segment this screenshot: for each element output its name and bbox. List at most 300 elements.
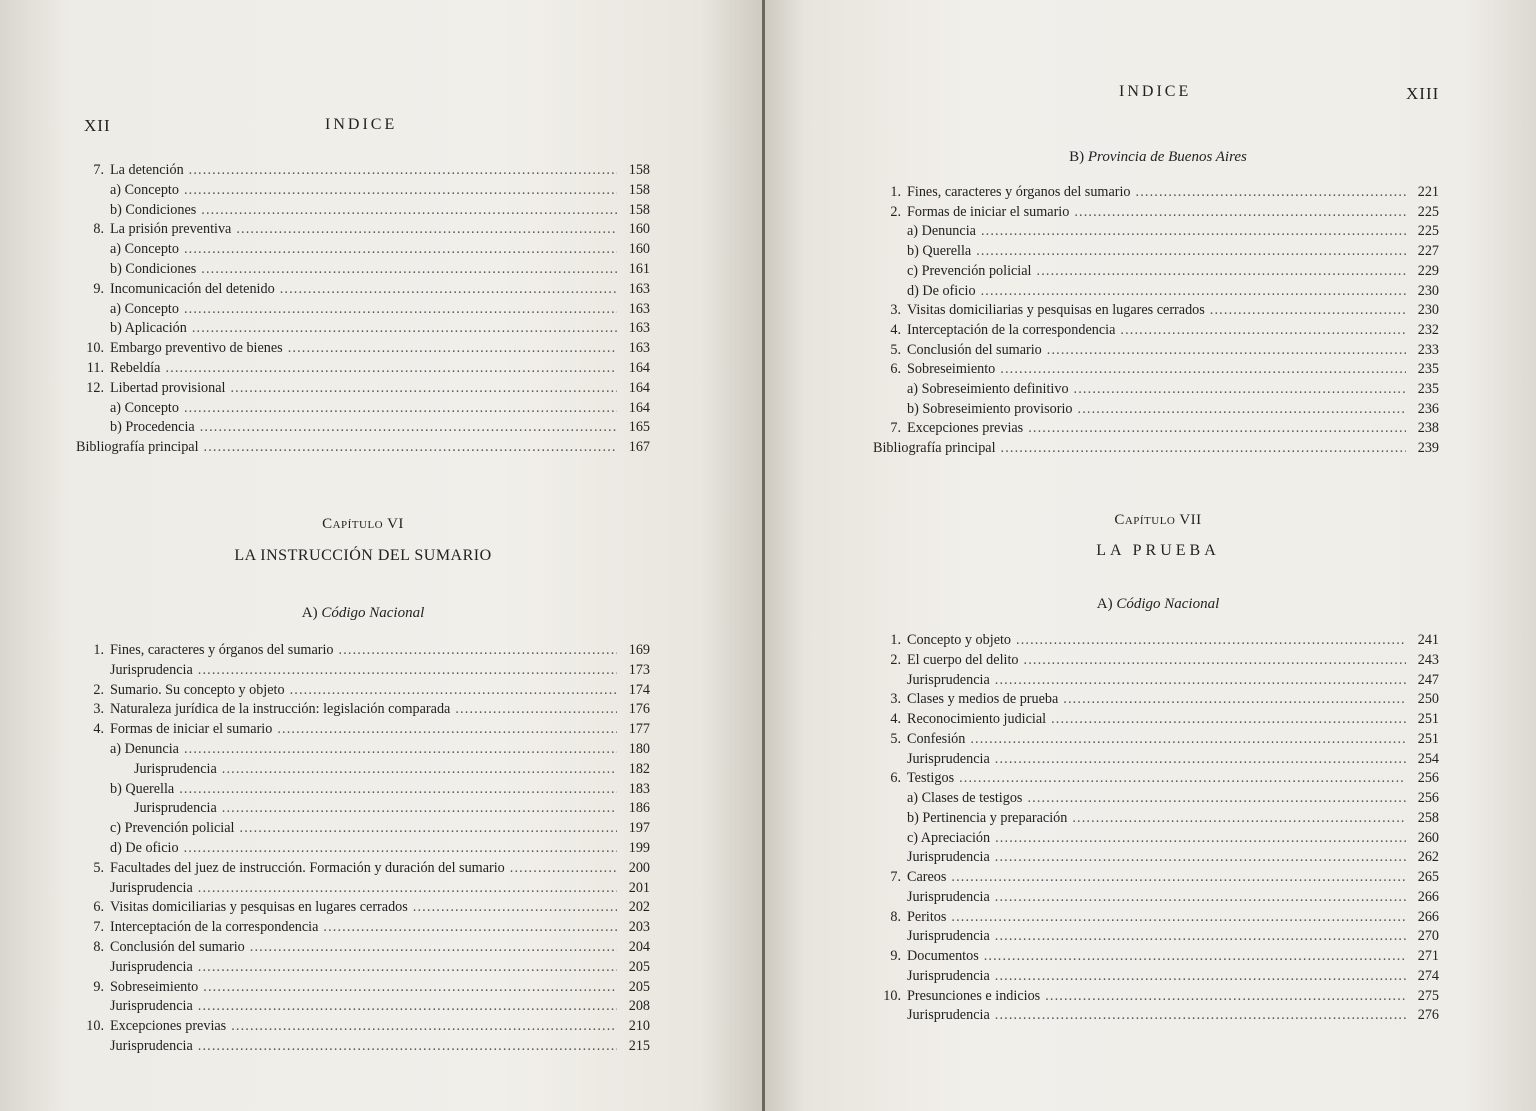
leader-dots: [981, 283, 1406, 300]
leader-dots: [1074, 204, 1406, 221]
toc-entry: [873, 361, 1439, 381]
toc-entry: [76, 221, 650, 241]
toc-entry: [76, 642, 650, 662]
toc-entry-page: 230: [1417, 302, 1439, 319]
toc-entry-page: 163: [628, 320, 650, 337]
toc-entry: [76, 998, 650, 1018]
toc-entry-page: 238: [1417, 420, 1439, 437]
toc-entry-label: Naturaleza jurídica de la instrucción: legislación comparada: [110, 701, 451, 718]
toc-entry-number: 7.: [93, 162, 104, 178]
leader-dots: [995, 928, 1406, 945]
chapter-label: Capítulo VII: [1114, 512, 1202, 528]
leader-dots: [203, 979, 617, 996]
toc-entry-page: 210: [628, 1018, 650, 1035]
toc-entry-number: 12.: [86, 379, 104, 396]
toc-entry: [873, 928, 1439, 948]
toc-entry: [873, 691, 1439, 711]
toc-entry-page: 275: [1417, 987, 1439, 1004]
toc-entry-label: Rebeldía: [110, 360, 161, 376]
leader-dots: [184, 400, 617, 417]
toc-entry-label: b) Sobreseimiento provisorio: [907, 400, 1073, 417]
leader-dots: [981, 223, 1406, 240]
toc-entry-page: 204: [628, 939, 650, 955]
toc-entry: [76, 261, 650, 281]
toc-entry: [873, 204, 1439, 224]
toc-entry-page: 247: [1417, 671, 1439, 688]
toc-entry-label: Clases y medios de prueba: [907, 691, 1059, 708]
toc-entry: [76, 919, 650, 939]
leader-dots: [165, 360, 617, 377]
toc-entry-page: 266: [1417, 888, 1439, 905]
toc-entry: [873, 420, 1439, 440]
leader-dots: [1078, 401, 1407, 418]
toc-entry-number: 8.: [93, 939, 104, 955]
toc-entry-label: Fines, caracteres y órganos del sumario: [907, 184, 1131, 200]
toc-entry-page: 251: [1417, 711, 1439, 727]
toc-entry-label: d) De oficio: [110, 840, 179, 856]
toc-entry-label: b) Querella: [110, 780, 175, 797]
toc-entry: [76, 860, 650, 880]
leader-dots: [1072, 810, 1406, 827]
toc-entry-label: a) Sobreseimiento definitivo: [907, 381, 1069, 397]
toc-entry-label: El cuerpo del delito: [907, 651, 1019, 668]
toc-entry-label: Libertad provisional: [110, 379, 226, 396]
toc-entry-label: b) Querella: [907, 243, 972, 260]
leader-dots: [323, 919, 617, 936]
toc-entry-page: 254: [1417, 750, 1439, 767]
leader-dots: [240, 820, 618, 837]
toc-entry: [873, 322, 1439, 342]
leader-dots: [198, 880, 617, 897]
leader-dots: [976, 243, 1406, 260]
leader-dots: [201, 261, 617, 278]
toc-entry-page: 203: [628, 919, 650, 936]
toc-entry-label: Careos: [907, 869, 947, 885]
leader-dots: [184, 182, 617, 199]
toc-entry: [76, 820, 650, 840]
toc-entry: [76, 419, 650, 439]
toc-entry: [873, 948, 1439, 968]
section-prefix: B): [1069, 149, 1085, 165]
toc-entry: [873, 988, 1439, 1008]
toc-entry-label: c) Prevención policial: [907, 262, 1032, 279]
leader-dots: [250, 939, 617, 956]
toc-entry-label: Fines, caracteres y órganos del sumario: [110, 642, 334, 658]
toc-entry-label: Jurisprudencia: [110, 1038, 193, 1054]
toc-entry: [76, 959, 650, 979]
toc-entry-label: Jurisprudencia: [110, 879, 193, 896]
toc-entry-page: 233: [1417, 341, 1439, 358]
toc-entry-label: b) Procedencia: [110, 419, 195, 436]
leader-dots: [288, 340, 617, 357]
toc-entry-label: Visitas domiciliarias y pesquisas en lugares cerrados: [907, 302, 1205, 319]
leader-dots: [1045, 988, 1406, 1005]
toc-entry-page: 205: [628, 958, 650, 975]
leader-dots: [995, 968, 1406, 985]
toc-entry: [873, 909, 1439, 929]
leader-dots: [230, 380, 617, 397]
toc-entry-label: Formas de iniciar el sumario: [110, 721, 273, 738]
toc-entry-number: 9.: [890, 948, 901, 964]
leader-dots: [455, 701, 617, 718]
toc-entry: [873, 810, 1439, 830]
toc-entry: [873, 849, 1439, 869]
leader-dots: [231, 1018, 617, 1035]
section-title: Código Nacional: [321, 605, 425, 621]
toc-entry-label: c) Apreciación: [907, 829, 991, 846]
toc-entry-page: 225: [1417, 223, 1439, 240]
toc-entry-label: a) Concepto: [110, 241, 179, 258]
toc-entry: [873, 711, 1439, 731]
section-prefix: A): [1096, 596, 1113, 612]
toc-entry-number: 3.: [93, 701, 104, 718]
section-title: Provincia de Buenos Aires: [1087, 149, 1247, 165]
leader-dots: [184, 241, 617, 258]
toc-entry-number: 9.: [93, 280, 104, 297]
leader-dots: [995, 751, 1406, 768]
toc-entry-label: b) Aplicación: [110, 320, 187, 337]
toc-entry-page: 232: [1417, 321, 1439, 338]
toc-entry-page: 158: [628, 181, 650, 198]
section-heading: [875, 149, 1441, 166]
toc-entry-number: 6.: [93, 899, 104, 916]
leader-dots: [179, 781, 617, 798]
toc-entry: [76, 899, 650, 919]
leader-dots: [1037, 263, 1407, 280]
toc-entry: [76, 761, 650, 781]
toc-entry: [76, 162, 650, 182]
leader-dots: [184, 840, 617, 857]
toc-entry: [873, 889, 1439, 909]
toc-entry: [76, 662, 650, 682]
toc-entry-number: 7.: [93, 919, 104, 936]
toc-entry: [76, 202, 650, 222]
toc-entry-number: 8.: [890, 908, 901, 925]
toc-entry: [873, 223, 1439, 243]
toc-entry-page: 167: [628, 439, 650, 456]
toc-entry: [873, 283, 1439, 303]
toc-entry-label: Jurisprudencia: [907, 849, 990, 866]
toc-entry-page: 251: [1417, 730, 1439, 747]
toc-entry-label: Testigos: [907, 770, 955, 787]
toc-entry-label: Sobreseimiento: [907, 361, 996, 378]
toc-entry-label: a) Concepto: [110, 300, 179, 317]
leader-dots: [222, 800, 617, 817]
leader-dots: [198, 959, 617, 976]
toc-entry: [873, 184, 1439, 204]
leader-dots: [1027, 790, 1406, 807]
page-number: XIII: [1406, 84, 1440, 103]
leader-dots: [510, 860, 617, 877]
toc-entry-number: 6.: [890, 361, 901, 378]
leader-dots: [198, 998, 617, 1015]
toc-entry-page: 262: [1417, 849, 1439, 866]
toc-entry-page: 197: [628, 820, 650, 837]
right-page: [765, 0, 1536, 1111]
page-number: XII: [84, 116, 111, 135]
toc-entry-page: 221: [1417, 184, 1439, 200]
leader-dots: [951, 909, 1406, 926]
toc-entry-label: b) Condiciones: [110, 261, 197, 277]
leader-dots: [339, 642, 617, 659]
toc-entry: [76, 182, 650, 202]
toc-entry-label: d) De oficio: [907, 282, 976, 299]
toc-entry-page: 239: [1417, 440, 1439, 457]
toc-entry: [873, 869, 1439, 889]
leader-dots: [1016, 632, 1406, 649]
toc-entry-page: 183: [628, 780, 650, 797]
left-page: [0, 0, 762, 1111]
toc-entry: [873, 632, 1439, 652]
leader-dots: [204, 439, 617, 456]
toc-entry: [873, 243, 1439, 263]
leader-dots: [1136, 184, 1406, 201]
leader-dots: [995, 889, 1406, 906]
toc-entry-page: 201: [628, 879, 650, 896]
leader-dots: [1047, 342, 1406, 359]
toc-entry: [76, 880, 650, 900]
toc-entry: [873, 1007, 1439, 1027]
toc-entry: [76, 340, 650, 360]
toc-entry-page: 186: [628, 800, 650, 817]
toc-entry-label: a) Denuncia: [907, 223, 976, 240]
leader-dots: [1120, 322, 1406, 339]
toc-entry-number: 5.: [93, 859, 104, 876]
toc-entry-label: Jurisprudencia: [110, 958, 193, 975]
toc-entry-page: 202: [628, 899, 650, 916]
toc-entry: [76, 781, 650, 801]
toc-entry: [873, 302, 1439, 322]
toc-entry-label: a) Concepto: [110, 399, 179, 416]
toc-entry-page: 235: [1417, 381, 1439, 397]
toc-entry-label: Interceptación de la correspondencia: [110, 919, 319, 936]
leader-dots: [184, 741, 617, 758]
toc-entry-label: Jurisprudencia: [907, 1007, 990, 1024]
leader-dots: [189, 162, 617, 179]
toc-entry-page: 158: [628, 162, 650, 178]
toc-entry-page: 158: [628, 201, 650, 218]
toc-entry-label: b) Condiciones: [110, 201, 197, 218]
toc-entry-label: Jurisprudencia: [907, 671, 990, 688]
toc-entry-page: 266: [1417, 908, 1439, 925]
toc-entry-page: 243: [1417, 651, 1439, 668]
toc-entry-page: 164: [628, 360, 650, 376]
leader-dots: [198, 1038, 617, 1055]
toc-entry-number: 10.: [86, 1018, 104, 1035]
toc-entry-page: 164: [628, 399, 650, 416]
toc-entry: [76, 741, 650, 761]
toc-entry: [76, 380, 650, 400]
leader-dots: [951, 869, 1406, 886]
toc-entry-page: 160: [628, 221, 650, 238]
toc-entry-number: 10.: [86, 340, 104, 357]
toc-entry-label: a) Denuncia: [110, 741, 179, 757]
toc-entry-page: 160: [628, 241, 650, 258]
toc-entry: [76, 1038, 650, 1058]
toc-entry-page: 230: [1417, 282, 1439, 299]
leader-dots: [236, 221, 617, 238]
toc-entry-label: Sumario. Su concepto y objeto: [110, 681, 285, 698]
leader-dots: [995, 1007, 1406, 1024]
toc-entry: [873, 830, 1439, 850]
toc-entry-label: Conclusión del sumario: [110, 939, 245, 955]
toc-entry-page: 163: [628, 300, 650, 317]
toc-entry-number: 1.: [890, 184, 901, 200]
toc-entry-number: 10.: [883, 987, 901, 1004]
toc-entry: [76, 939, 650, 959]
chapter-label: Capítulo VI: [322, 516, 404, 532]
toc-entry-page: 199: [628, 840, 650, 856]
toc-entry-number: 1.: [890, 632, 901, 648]
toc-entry: [873, 751, 1439, 771]
toc-entry: [76, 320, 650, 340]
toc-entry-number: 2.: [890, 651, 901, 668]
toc-entry: [76, 840, 650, 860]
leader-dots: [290, 682, 617, 699]
toc-entry-label: Facultades del juez de instrucción. Formación y duración del sumario: [110, 859, 505, 876]
section-heading: [875, 596, 1441, 613]
leader-dots: [1028, 420, 1406, 437]
toc-entry-page: 176: [628, 701, 650, 718]
toc-entry-label: Embargo preventivo de bienes: [110, 340, 283, 357]
toc-entry: [76, 800, 650, 820]
toc-entry: [873, 770, 1439, 790]
toc-entry-number: 5.: [890, 730, 901, 747]
toc-entry: [76, 360, 650, 380]
section-prefix: A): [301, 605, 318, 621]
toc-entry: [873, 342, 1439, 362]
leader-dots: [1074, 381, 1406, 398]
chapter-title: LA INSTRUCCIÓN DEL SUMARIO: [234, 547, 492, 564]
toc-entry-number: 3.: [890, 302, 901, 319]
toc-entry-label: Jurisprudencia: [134, 800, 217, 817]
toc-entry: [873, 652, 1439, 672]
toc-entry: [873, 263, 1439, 283]
toc-entry-label: a) Clases de testigos: [907, 790, 1023, 806]
toc-entry: [76, 979, 650, 999]
leader-dots: [200, 419, 617, 436]
leader-dots: [1210, 302, 1406, 319]
toc-entry-number: 1.: [93, 642, 104, 658]
toc-entry-page: 205: [628, 978, 650, 995]
leader-dots: [413, 899, 617, 916]
running-head: INDICE: [325, 116, 398, 133]
toc-entry: [76, 400, 650, 420]
toc-entry-number: 11.: [86, 360, 104, 376]
leader-dots: [1024, 652, 1407, 669]
toc-entry: [873, 672, 1439, 692]
toc-entry-number: 4.: [890, 321, 901, 338]
leader-dots: [192, 320, 617, 337]
toc-entry: [76, 281, 650, 301]
leader-dots: [995, 672, 1406, 689]
leader-dots: [995, 849, 1406, 866]
toc-entry-number: 2.: [890, 203, 901, 220]
toc-entry-page: 250: [1417, 691, 1439, 708]
toc-entry-label: La prisión preventiva: [110, 221, 232, 238]
leader-dots: [959, 770, 1406, 787]
toc-entry-label: Excepciones previas: [110, 1018, 227, 1035]
toc-entry-label: Jurisprudencia: [110, 661, 193, 678]
toc-entry-label: c) Prevención policial: [110, 820, 235, 837]
toc-entry-page: 208: [628, 998, 650, 1015]
toc-entry-label: Jurisprudencia: [907, 888, 990, 905]
toc-entry-page: 256: [1417, 770, 1439, 787]
toc-entry-label: Concepto y objeto: [907, 632, 1012, 648]
toc-entry-label: Presunciones e indicios: [907, 987, 1041, 1004]
toc-entry: [873, 381, 1439, 401]
toc-entry-page: 265: [1417, 869, 1439, 885]
toc-entry-page: 229: [1417, 262, 1439, 279]
toc-entry-page: 258: [1417, 809, 1439, 826]
toc-entry-page: 161: [628, 261, 650, 277]
toc-entry-page: 274: [1417, 967, 1439, 984]
toc-entry-page: 256: [1417, 790, 1439, 806]
leader-dots: [184, 301, 617, 318]
toc-entry: [873, 731, 1439, 751]
toc-entry-page: 241: [1417, 632, 1439, 648]
section-title: Código Nacional: [1116, 596, 1220, 612]
toc-entry-page: 182: [628, 760, 650, 777]
toc-entry-page: 173: [628, 661, 650, 678]
toc-entry-label: Incomunicación del detenido: [110, 280, 275, 297]
toc-entry-number: 7.: [890, 869, 901, 885]
toc-entry-number: 2.: [93, 681, 104, 698]
toc-entry: [873, 401, 1439, 421]
leader-dots: [984, 948, 1406, 965]
leader-dots: [1051, 711, 1406, 728]
toc-entry-page: 260: [1417, 829, 1439, 846]
toc-entry-label: Documentos: [907, 948, 979, 964]
toc-entry-label: Peritos: [907, 908, 947, 925]
toc-entry-label: Bibliografía principal: [873, 440, 996, 457]
toc-entry-page: 169: [628, 642, 650, 658]
toc-entry-page: 271: [1417, 948, 1439, 964]
toc-entry-page: 177: [628, 721, 650, 738]
toc-entry-label: Visitas domiciliarias y pesquisas en lugares cerrados: [110, 899, 408, 916]
toc-entry-number: 9.: [93, 978, 104, 995]
leader-dots: [201, 202, 617, 219]
toc-entry-label: Jurisprudencia: [134, 760, 217, 777]
toc-entry-label: a) Concepto: [110, 181, 179, 198]
toc-entry-page: 164: [628, 379, 650, 396]
toc-entry-page: 165: [628, 419, 650, 436]
chapter-title: LA PRUEBA: [1096, 542, 1220, 559]
leader-dots: [277, 721, 617, 738]
toc-entry-page: 163: [628, 280, 650, 297]
running-head: INDICE: [1119, 83, 1192, 100]
leader-dots: [1001, 440, 1406, 457]
toc-entry-label: Jurisprudencia: [907, 750, 990, 767]
leader-dots: [222, 761, 617, 778]
toc-entry-page: 225: [1417, 203, 1439, 220]
toc-entry-label: Confesión: [907, 730, 966, 747]
toc-entry-label: Reconocimiento judicial: [907, 711, 1047, 727]
toc-entry-label: Sobreseimiento: [110, 978, 199, 995]
toc-entry-page: 235: [1417, 361, 1439, 378]
toc-entry: [76, 439, 650, 459]
toc-entry-page: 200: [628, 859, 650, 876]
toc-entry-label: b) Pertinencia y preparación: [907, 809, 1068, 826]
toc-entry: [873, 968, 1439, 988]
toc-entry-number: 6.: [890, 770, 901, 787]
leader-dots: [280, 281, 617, 298]
toc-entry-page: 163: [628, 340, 650, 357]
toc-entry: [76, 1018, 650, 1038]
leader-dots: [995, 830, 1406, 847]
toc-entry-label: Bibliografía principal: [76, 439, 199, 456]
leader-dots: [198, 662, 617, 679]
